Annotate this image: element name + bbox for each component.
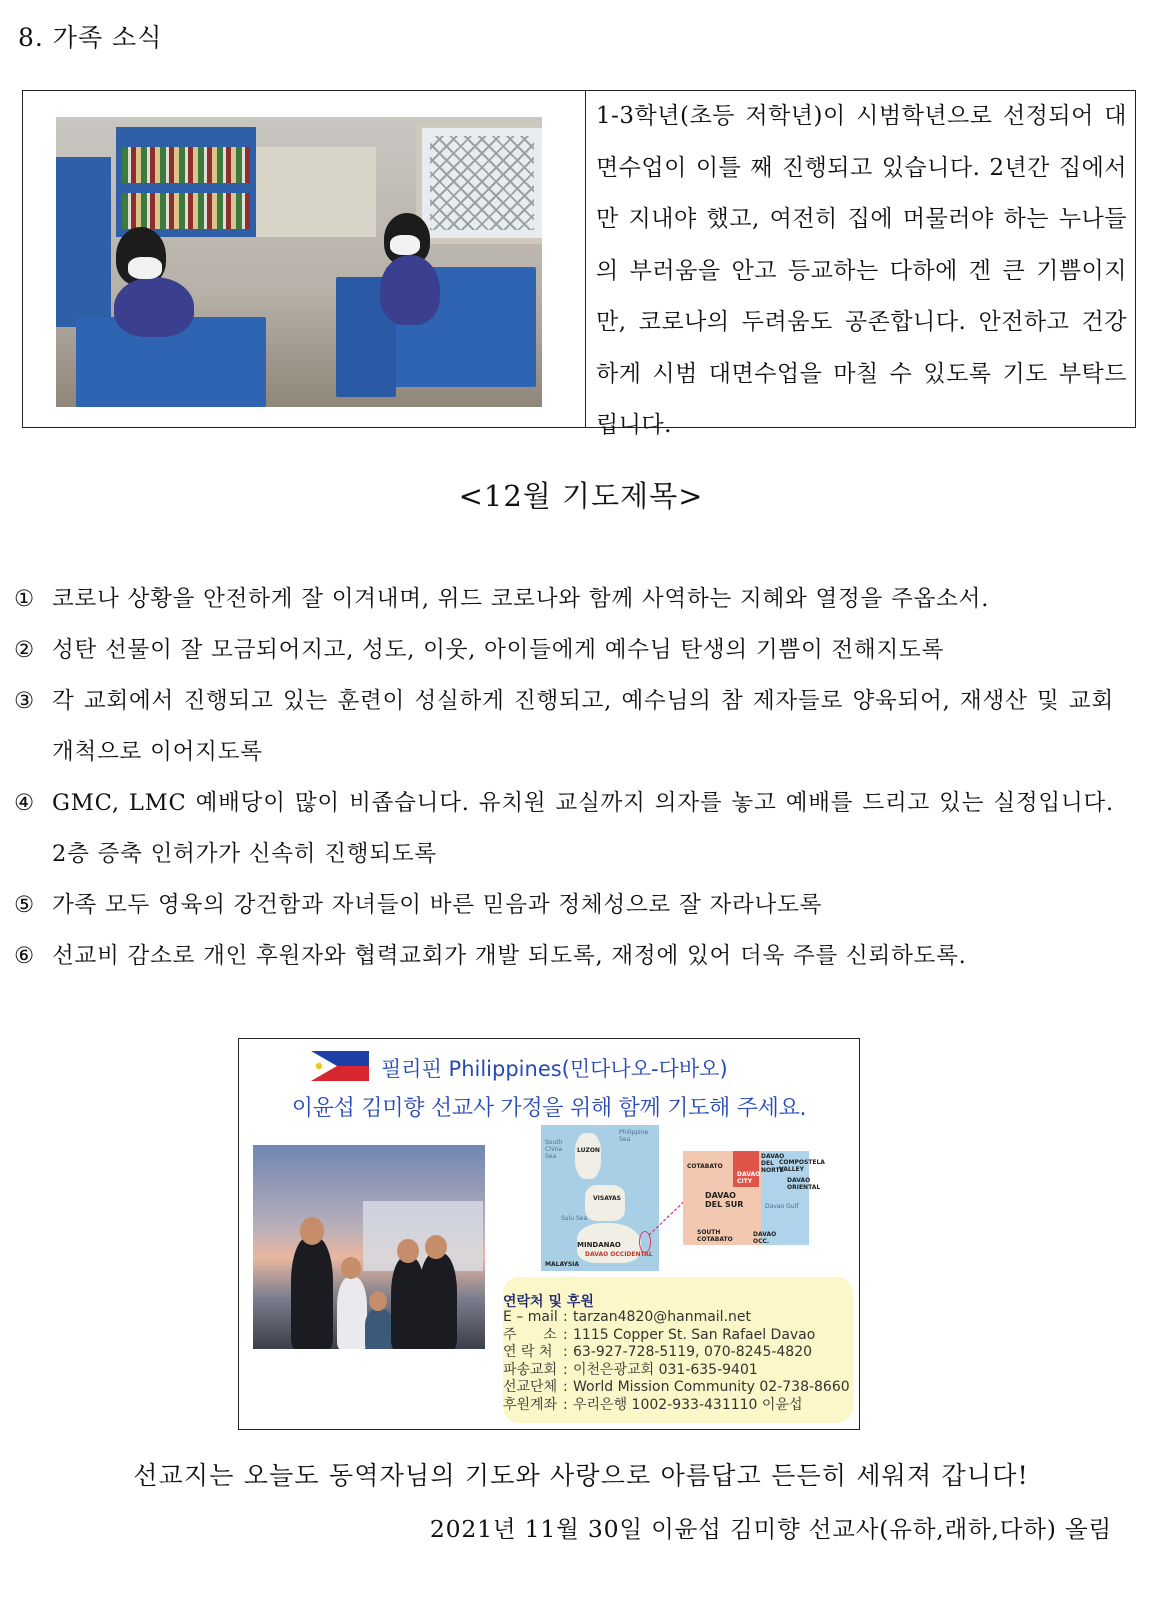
map-label: MINDANAO (577, 1241, 621, 1249)
contact-key: 파송교회 (503, 1361, 558, 1378)
missionary-card (238, 1038, 860, 1430)
prayer-item-text: GMC, LMC 예배당이 많이 비좁습니다. 유치원 교실까지 의자를 놓고 예배를 드리고 있는 실정입니다. 2층 증축 인허가가 신속히 진행되도록 (52, 790, 1114, 867)
prayer-item (14, 676, 1114, 778)
prayer-item-number: ⑥ (14, 943, 35, 969)
prayer-item-text: 각 교회에서 진행되고 있는 훈련이 성실하게 진행되고, 예수님의 참 제자들로 양육되어, 재생산 및 교회개척으로 이어지도록 (52, 688, 1114, 765)
philippines-map (541, 1125, 659, 1271)
contact-value: World Mission Community 02-738-8660 (573, 1379, 850, 1395)
map-label: DAVAO OCCIDENTAL (585, 1251, 653, 1258)
prayer-item-text: 성탄 선물이 잘 모금되어지고, 성도, 이웃, 아이들에게 예수님 탄생의 기쁨이 전해지도록 (52, 637, 945, 663)
contact-value: 1115 Copper St. San Rafael Davao (573, 1326, 816, 1343)
prayer-item-number: ① (14, 586, 35, 612)
contact-rows (503, 1309, 850, 1414)
family-news-box (22, 90, 1136, 438)
contact-row: E – mail : tarzan4820@hanmail.net (503, 1309, 752, 1325)
contact-row: 연 락 처 : 63-927-728-5119, 070-8245-4820 (503, 1344, 813, 1360)
contact-heading: 연락처 및 후원 (503, 1294, 594, 1310)
map-label: COMPOSTELA VALLEY (779, 1159, 825, 1173)
contact-row: 파송교회 : 이천은광교회 031-635-9401 (503, 1361, 758, 1378)
contact-key: 주 소 (503, 1326, 557, 1343)
contact-value: 이천은광교회 031-635-9401 (573, 1361, 758, 1378)
prayer-list (14, 574, 1114, 982)
map-label: DAVAO DEL SUR (705, 1191, 744, 1209)
prayer-item-text: 선교비 감소로 개인 후원자와 협력교회가 개발 되도록, 재정에 있어 더욱 주를 신뢰하도록. (52, 943, 967, 969)
prayer-item (14, 625, 1114, 676)
contact-panel (503, 1277, 853, 1423)
contact-row: 후원계좌 : 우리은행 1002-933-431110 이윤섭 (503, 1396, 803, 1413)
map-label: Davao Gulf (765, 1203, 799, 1210)
prayer-item (14, 880, 1114, 931)
prayer-heading: <12월 기도제목> (458, 479, 704, 513)
contact-row: 선교단체 : World Mission Community 02-738-8660 (503, 1379, 850, 1395)
family-photo (253, 1145, 485, 1349)
prayer-item (14, 931, 1114, 982)
family-news-photo-cell (23, 91, 586, 427)
davao-map (683, 1151, 825, 1245)
contact-key: 후원계좌 (503, 1396, 558, 1413)
map-label: Sulu Sea (561, 1215, 588, 1222)
contact-value: 63-927-728-5119, 070-8245-4820 (573, 1344, 813, 1360)
contact-key: E – mail (503, 1309, 558, 1325)
card-title-line1: 필리핀 Philippines(민다나오-다바오) (381, 1057, 728, 1081)
prayer-item-text: 가족 모두 영육의 강건함과 자녀들이 바른 믿음과 정체성으로 잘 자라나도록 (52, 892, 823, 918)
contact-value: tarzan4820@hanmail.net (573, 1309, 752, 1325)
prayer-item (14, 778, 1114, 880)
contact-row: 주 소 : 1115 Copper St. San Rafael Davao (503, 1326, 816, 1343)
map-label: Philippine Sea (619, 1129, 649, 1143)
prayer-item-number: ③ (14, 688, 35, 714)
prayer-item (14, 574, 1114, 625)
map-label: COTABATO (687, 1163, 723, 1170)
prayer-item-text: 코로나 상황을 안전하게 잘 이겨내며, 위드 코로나와 함께 사역하는 지혜와 열정을 주옵소서. (52, 586, 990, 612)
map-label: SOUTH COTABATO (697, 1229, 733, 1243)
prayer-item-number: ⑤ (14, 892, 35, 918)
map-label: DAVAO DEL NORTE (761, 1153, 785, 1174)
map-label: DAVAO CITY (737, 1171, 761, 1185)
family-news-text: 1-3학년(초등 저학년)이 시범학년으로 선정되어 대면수업이 이틀 째 진행되고 있습니다. 2년간 집에서만 지내야 했고, 여전히 집에 머물러야 하는 누나들의 부러움을 안고 등교하는 다하에 겐 큰 기쁨이지만, 코로나의 두려움도 공존합니다. 안전하고 건강하게 시범 대면수업을 마칠 수 있도록 기도 부탁드립니다. (596, 103, 1127, 438)
map-label: VISAYAS (593, 1195, 622, 1202)
contact-key: 연 락 처 (503, 1344, 553, 1360)
contact-value: 우리은행 1002-933-431110 이윤섭 (573, 1396, 803, 1413)
map-label: South China Sea (545, 1139, 563, 1160)
map-label: MALAYSIA (545, 1261, 580, 1268)
contact-key: 선교단체 (503, 1379, 558, 1395)
signature: 2021년 11월 30일 이윤섭 김미향 선교사(유하,래하,다하) 올림 (429, 1515, 1112, 1543)
card-title-line2: 이윤섭 김미향 선교사 가정을 위해 함께 기도해 주세요. (291, 1096, 807, 1121)
closing-message: 선교지는 오늘도 동역자님의 기도와 사랑으로 아름답고 든든히 세워져 갑니다! (133, 1461, 1029, 1490)
section-title: 8. 가족 소식 (18, 23, 163, 52)
classroom-photo (56, 117, 542, 407)
philippines-flag-icon (311, 1051, 369, 1081)
prayer-item-number: ② (14, 637, 35, 663)
map-label: DAVAO ORIENTAL (787, 1177, 821, 1191)
prayer-item-number: ④ (14, 790, 35, 816)
map-label: LUZON (577, 1147, 600, 1154)
map-label: DAVAO OCC. (753, 1231, 777, 1245)
